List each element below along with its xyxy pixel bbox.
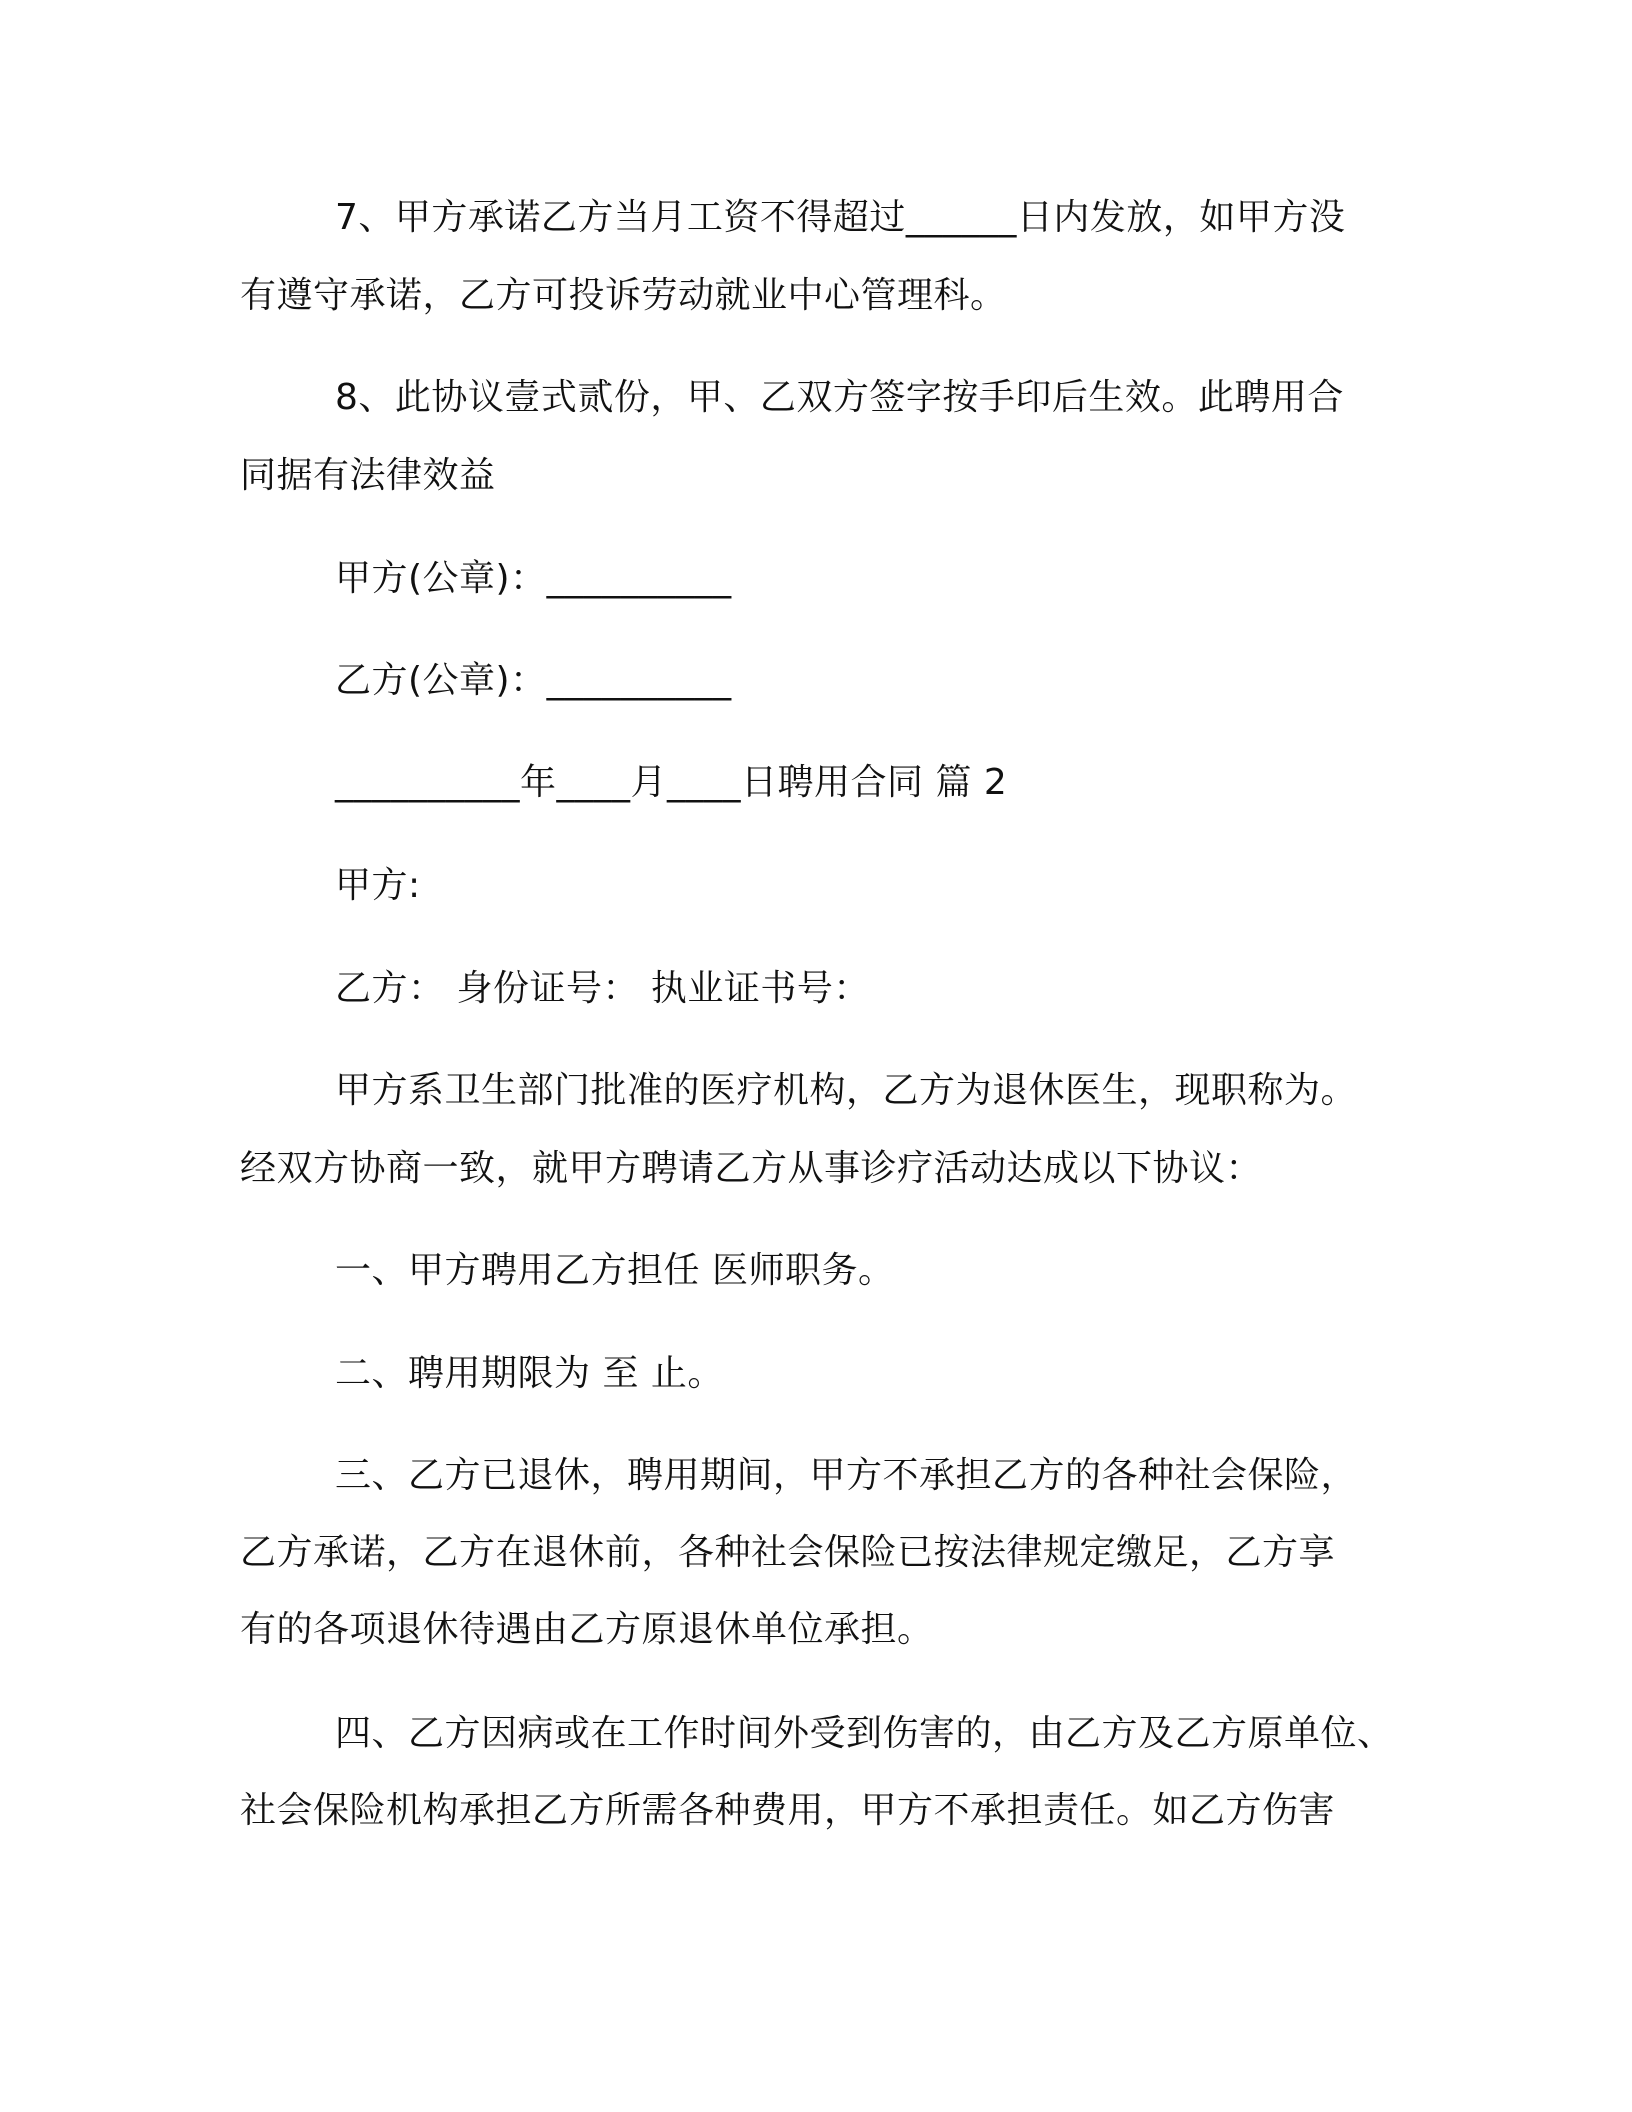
article-3-line-3: 有的各项退休待遇由乙方原退休单位承担。 — [240, 1609, 934, 1650]
article-4-line-2: 社会保险机构承担乙方所需各种费用，甲方不承担责任。如乙方伤害 — [240, 1790, 1336, 1831]
party-b-seal-line: 乙方(公章)：__________ — [335, 660, 732, 701]
article-3-line-2: 乙方承诺，乙方在退休前，各种社会保险已按法律规定缴足，乙方享 — [240, 1532, 1336, 1573]
party-b-id-line: 乙方： 身份证号： 执业证书号： — [335, 968, 870, 1009]
article-3-line-1: 三、乙方已退休，聘用期间，甲方不承担乙方的各种社会保险， — [335, 1455, 1358, 1496]
party-a-seal-line: 甲方(公章)：__________ — [335, 558, 732, 599]
article-4-line-1: 四、乙方因病或在工作时间外受到伤害的，由乙方及乙方原单位、 — [335, 1713, 1394, 1754]
clause-8-line-2: 同据有法律效益 — [240, 455, 496, 496]
preamble-line-2: 经双方协商一致，就甲方聘请乙方从事诊疗活动达成以下协议： — [240, 1148, 1263, 1189]
preamble-line-1: 甲方系卫生部门批准的医疗机构，乙方为退休医生，现职称为。 — [335, 1070, 1358, 1111]
article-1: 一、甲方聘用乙方担任 医师职务。 — [335, 1250, 895, 1291]
article-2: 二、聘用期限为 至 止。 — [335, 1353, 724, 1394]
clause-8-line-1: 8、此协议壹式贰份，甲、乙双方签字按手印后生效。此聘用合 — [335, 377, 1344, 418]
party-a-label: 甲方: — [335, 865, 421, 906]
clause-7-line-1: 7、甲方承诺乙方当月工资不得超过______日内发放，如甲方没 — [335, 197, 1346, 238]
date-and-heading-line: __________年____月____日聘用合同 篇 2 — [335, 762, 1008, 803]
clause-7-line-2: 有遵守承诺，乙方可投诉劳动就业中心管理科。 — [240, 275, 1007, 316]
